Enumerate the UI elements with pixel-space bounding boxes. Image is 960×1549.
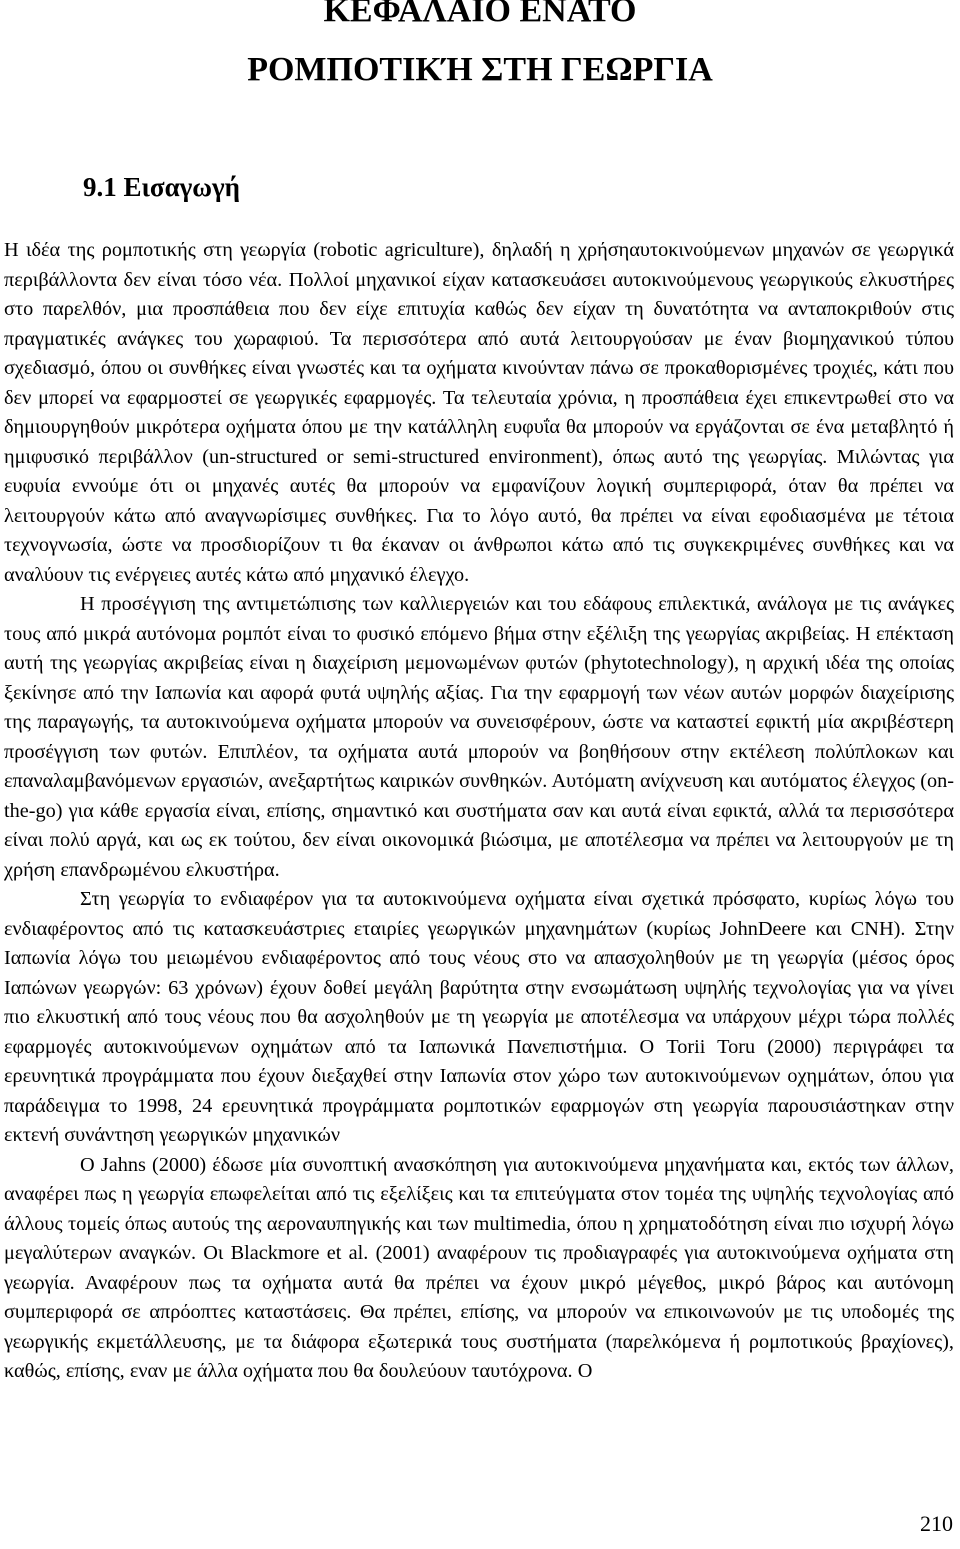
section-title: 9.1 Εισαγωγή <box>83 172 240 202</box>
paragraph-japan-interest: Στη γεωργία το ενδιαφέρον για τα αυτοκινούμενα οχήματα είναι σχετικά πρόσφατο, κυρίως λόγω του ενδιαφέροντος από τις κατασκευάστριες εταιρίες γεωργικών μηχανημάτων (κυρίως JohnDeere και CNH). Στην Ιαπωνία λόγω του μειωμένου ενδιαφέροντος από τους νέους στο να απασχοληθούν με τη γεωργία (μέσος όρος Ιαπώνων γεωργών: 63 χρόνων) έχουν δοθεί μεγάλη βαρύτητα στην ενσωμάτωση υψηλής τεχνολογίας για να γίνει πιο ελκυστική από τους νέους που θα ασχοληθούν με τη γεωργία με αποτέλεσμα να υπάρχουν μέχρι τώρα πολλές εφαρμογές αυτοκινούμενων οχημάτων από τα Ιαπωνικά Πανεπιστήμια. Ο Torii Toru (2000) περιγράφει τα ερευνητικά προγράμματα που έχουν διεξαχθεί στην Ιαπωνία στον χώρο των αυτοκινούμενων οχημάτων, όπου για παράδειγμα το 1998, 24 ερευνητικά προγράμματα ρομποτικών εφαρμογών στη γεωργία παρουσιάστηκαν στην εκτενή συνάντηση γεωργικών μηχανικών <box>4 888 954 1146</box>
body-text <box>4 236 954 1387</box>
chapter-title-line-2: ΡΟΜΠΟΤΙΚΉ ΣΤΗ ΓΕΩΡΓΙΑ <box>247 51 713 88</box>
paragraph-jahns-review: Ο Jahns (2000) έδωσε μία συνοπτική ανασκόπηση για αυτοκινούμενα μηχανήματα και, εκτός των άλλων, αναφέρει πως η γεωργία επωφελείται από τις εξελίξεις και τα επιτεύγματα στον τομέα της υψηλής τεχνολογίας από άλλους τομείς όπως αυτούς της αεροναυπηγικής και των multimedia, όπου η χρηματοδότηση είναι πιο ισχυρή λόγω μεγαλύτερων αναγκών. Οι Blackmore et al. (2001) αναφέρουν τις προδιαγραφές για αυτοκινούμενα οχήματα στη γεωργία. Αναφέρουν πως τα οχήματα αυτά θα πρέπει να έχουν μικρό μέγεθος, μικρό βάρος και αυτόνομη συμπεριφορά σε απρόοπτες καταστάσεις. Θα πρέπει, επίσης, να μπορούν να επικοινωνούν με τις υποδομές της γεωργικής εκμετάλλευσης, με τα διάφορα εξωτερικά τους συστήματα (παρελκόμενα ή ρομποτικούς βραχίονες), καθώς, επίσης, εναν με άλλα οχήματα που θα δουλεύουν ταυτόχρονα. Ο <box>4 1153 954 1382</box>
paragraph-introduction: Η ιδέα της ρομποτικής στη γεωργία (robotic agriculture), δηλαδή η χρήσηαυτοκινούμενων μηχανών σε γεωργικά περιβάλλοντα δεν είναι τόσο νέα. Πολλοί μηχανικοί είχαν κατασκευάσει αυτοκινούμενους γεωργικούς ελκυστήρες στο παρελθόν, μια προσπάθεια που δεν είχε επιτυχία καθώς δεν είχαν τη δυνατότητα να ανταποκριθούν στις πραγματικές ανάγκες του χωραφιού. Τα περισσότερα από αυτά λειτουργούσαν με έναν βιομηχανικού τύπου σχεδιασμό, όπου οι συνθήκες είναι γνωστές και τα οχήματα κινούνταν πάνω σε προκαθορισμένες τροχιές, κάτι που δεν μπορεί να εφαρμοστεί σε γεωργικές εφαρμογές. Τα τελευταία χρόνια, η προσπάθεια έχει επικεντρωθεί στο να δημιουργηθούν μικρότερα οχήματα όπου με την κατάλληλη ευφυΐα θα μπορούν να εργάζονται σε ένα μεταβλητό ή ημιφυσικό περιβάλλον (un-structured or semi-structured environment), όπως αυτό της γεωργίας. Μιλώντας για ευφυία εννούμε ότι οι μηχανές αυτές θα μπορούν να εμφανίζουν λογική συμπεριφορά, όταν θα πρέπει να λειτουργούν κάτω από αναγνωρίσιμες συνθήκες. Για το λόγο αυτό, θα πρέπει να είναι εφοδιασμένα με τέτοια τεχνογνωσία, ώστε να προσδιορίζουν τι θα έκαναν οι άνθρωποι κάτω από τις συγκεκριμένες συνθήκες και να αναλύουν τις ενέργειες αυτές κάτω από μηχανικό έλεγχο. <box>4 239 954 586</box>
chapter-title-line-1: ΚΕΦΑΛΑΙΟ ΕΝΑΤΟ <box>323 0 637 29</box>
page-number: 210 <box>920 1511 953 1536</box>
paragraph-precision-agriculture: Η προσέγγιση της αντιμετώπισης των καλλιεργειών και του εδάφους επιλεκτικά, ανάλογα με τις ανάγκες τους από μικρά αυτόνομα ρομπότ είναι το φυσικό επόμενο βήμα στην εξέλιξη της γεωργίας ακριβείας. Η επέκταση αυτή της γεωργίας ακριβείας είναι η διαχείριση μεμονωμένων φυτών (phytotechnology), η αρχική ιδέα της οποίας ξεκίνησε από την Ιαπωνία και αφορά φυτά υψηλής αξίας. Για την εφαρμογή των νέων αυτών μορφών διαχείρισης της παραγωγής, τα αυτοκινούμενα οχήματα μπορούν να συνεισφέρουν, ώστε να καταστεί εφικτή μία ακριβέστερη προσέγγιση των φυτών. Επιπλέον, τα οχήματα αυτά μπορούν να βοηθήσουν στην εκτέλεση πολύπλοκων και επαναλαμβανόμενων εργασιών, ανεξαρτήτως καιρικών συνθηκών. Αυτόματη ανίχνευση και αυτόματος έλεγχος (on-the-go) για κάθε εργασία είναι, επίσης, σημαντικό και συστήματα σαν και αυτά είναι εφικτά, αλλά τα περισσότερα είναι πολύ αργά, και ως εκ τούτου, δεν είναι οικονομικά βιώσιμα, με αποτέλεσμα να πρέπει να λειτουργούν με τη χρήση επανδρωμένου ελκυστήρα. <box>4 593 954 881</box>
